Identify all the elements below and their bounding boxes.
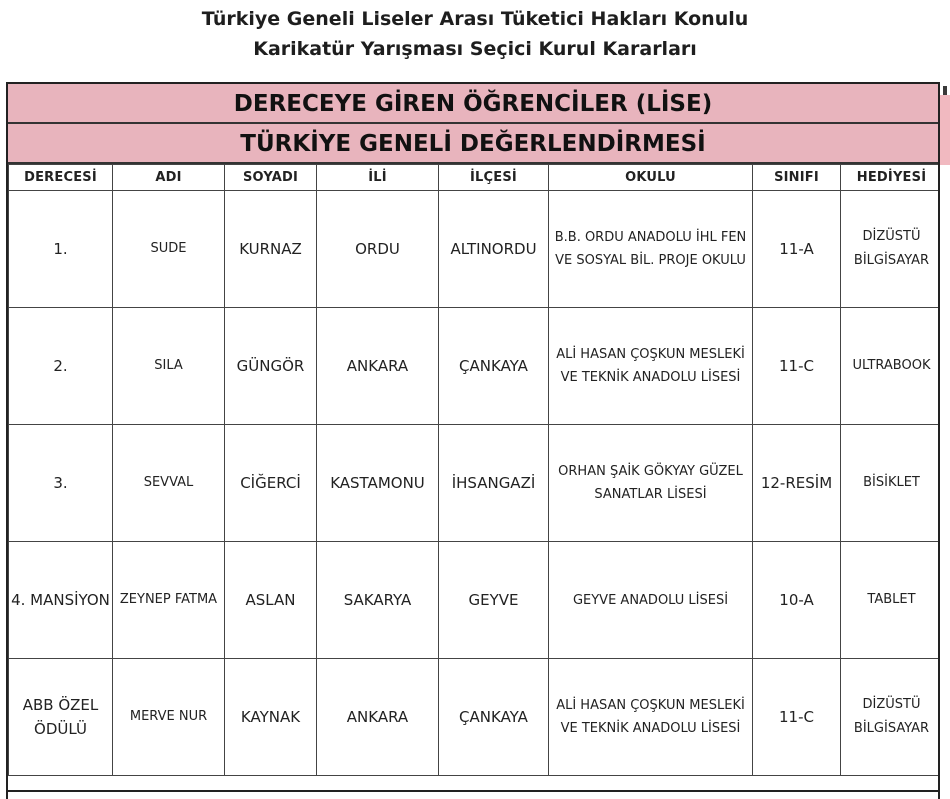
cell-district: İHSANGAZİ	[439, 425, 549, 542]
table-row	[9, 191, 941, 308]
next-section-border	[6, 790, 940, 799]
cell-surname: KURNAZ	[225, 191, 317, 308]
cell-city: SAKARYA	[317, 542, 439, 659]
cell-name: ZEYNEP FATMA	[113, 542, 225, 659]
table-row	[9, 425, 941, 542]
cell-class: 10-A	[753, 542, 841, 659]
cell-district: ÇANKAYA	[439, 659, 549, 776]
cell-school: B.B. ORDU ANADOLU İHL FEN VE SOSYAL BİL. PROJE OKULU	[549, 191, 753, 308]
cell-rank: 2.	[9, 308, 113, 425]
cell-surname: ASLAN	[225, 542, 317, 659]
header-row	[9, 165, 941, 191]
cell-school: ALİ HASAN ÇOŞKUN MESLEKİ VE TEKNİK ANADOLU LİSESİ	[549, 308, 753, 425]
cell-prize: DİZÜSTÜ BİLGİSAYAR	[841, 659, 941, 776]
document-title	[0, 4, 950, 64]
cell-district: ÇANKAYA	[439, 308, 549, 425]
cell-school: ALİ HASAN ÇOŞKUN MESLEKİ VE TEKNİK ANADOLU LİSESİ	[549, 659, 753, 776]
col-header-surname: SOYADI	[225, 165, 317, 191]
cell-school: ORHAN ŞAİK GÖKYAY GÜZEL SANATLAR LİSESİ	[549, 425, 753, 542]
cell-class: 11-C	[753, 308, 841, 425]
cell-rank: ABB ÖZEL ÖDÜLÜ	[9, 659, 113, 776]
cell-city: ANKARA	[317, 308, 439, 425]
cell-class: 11-A	[753, 191, 841, 308]
band-title-2: TÜRKİYE GENELİ DEĞERLENDİRMESİ	[8, 124, 938, 164]
col-header-rank: DERECESİ	[9, 165, 113, 191]
cell-rank: 3.	[9, 425, 113, 542]
table-row	[9, 308, 941, 425]
col-header-district: İLÇESİ	[439, 165, 549, 191]
results-table	[8, 164, 940, 776]
cell-prize: BİSİKLET	[841, 425, 941, 542]
cell-prize: DİZÜSTÜ BİLGİSAYAR	[841, 191, 941, 308]
cell-rank: 4. MANSİYON	[9, 542, 113, 659]
cell-city: ANKARA	[317, 659, 439, 776]
results-table-container	[6, 82, 940, 799]
cell-name: MERVE NUR	[113, 659, 225, 776]
band-title-1: DERECEYE GİREN ÖĞRENCİLER (LİSE)	[8, 84, 938, 124]
cell-class: 12-RESİM	[753, 425, 841, 542]
cell-surname: GÜNGÖR	[225, 308, 317, 425]
cell-city: KASTAMONU	[317, 425, 439, 542]
cell-school: GEYVE ANADOLU LİSESİ	[549, 542, 753, 659]
table-row	[9, 542, 941, 659]
cell-name: SEVVAL	[113, 425, 225, 542]
col-header-prize: HEDİYESİ	[841, 165, 941, 191]
title-line-1: Türkiye Geneli Liseler Arası Tüketici Hakları Konulu	[201, 8, 749, 30]
cell-surname: KAYNAK	[225, 659, 317, 776]
col-header-school: OKULU	[549, 165, 753, 191]
cell-name: SUDE	[113, 191, 225, 308]
col-header-city: İLİ	[317, 165, 439, 191]
cell-class: 11-C	[753, 659, 841, 776]
col-header-name: ADI	[113, 165, 225, 191]
cell-district: GEYVE	[439, 542, 549, 659]
cell-district: ALTINORDU	[439, 191, 549, 308]
cell-name: SILA	[113, 308, 225, 425]
cell-rank: 1.	[9, 191, 113, 308]
cell-prize: ULTRABOOK	[841, 308, 941, 425]
table-row	[9, 659, 941, 776]
cell-prize: TABLET	[841, 542, 941, 659]
cell-surname: CİĞERCİ	[225, 425, 317, 542]
title-line-2: Karikatür Yarışması Seçici Kurul Kararları	[253, 38, 697, 60]
col-header-class: SINIFI	[753, 165, 841, 191]
cell-city: ORDU	[317, 191, 439, 308]
